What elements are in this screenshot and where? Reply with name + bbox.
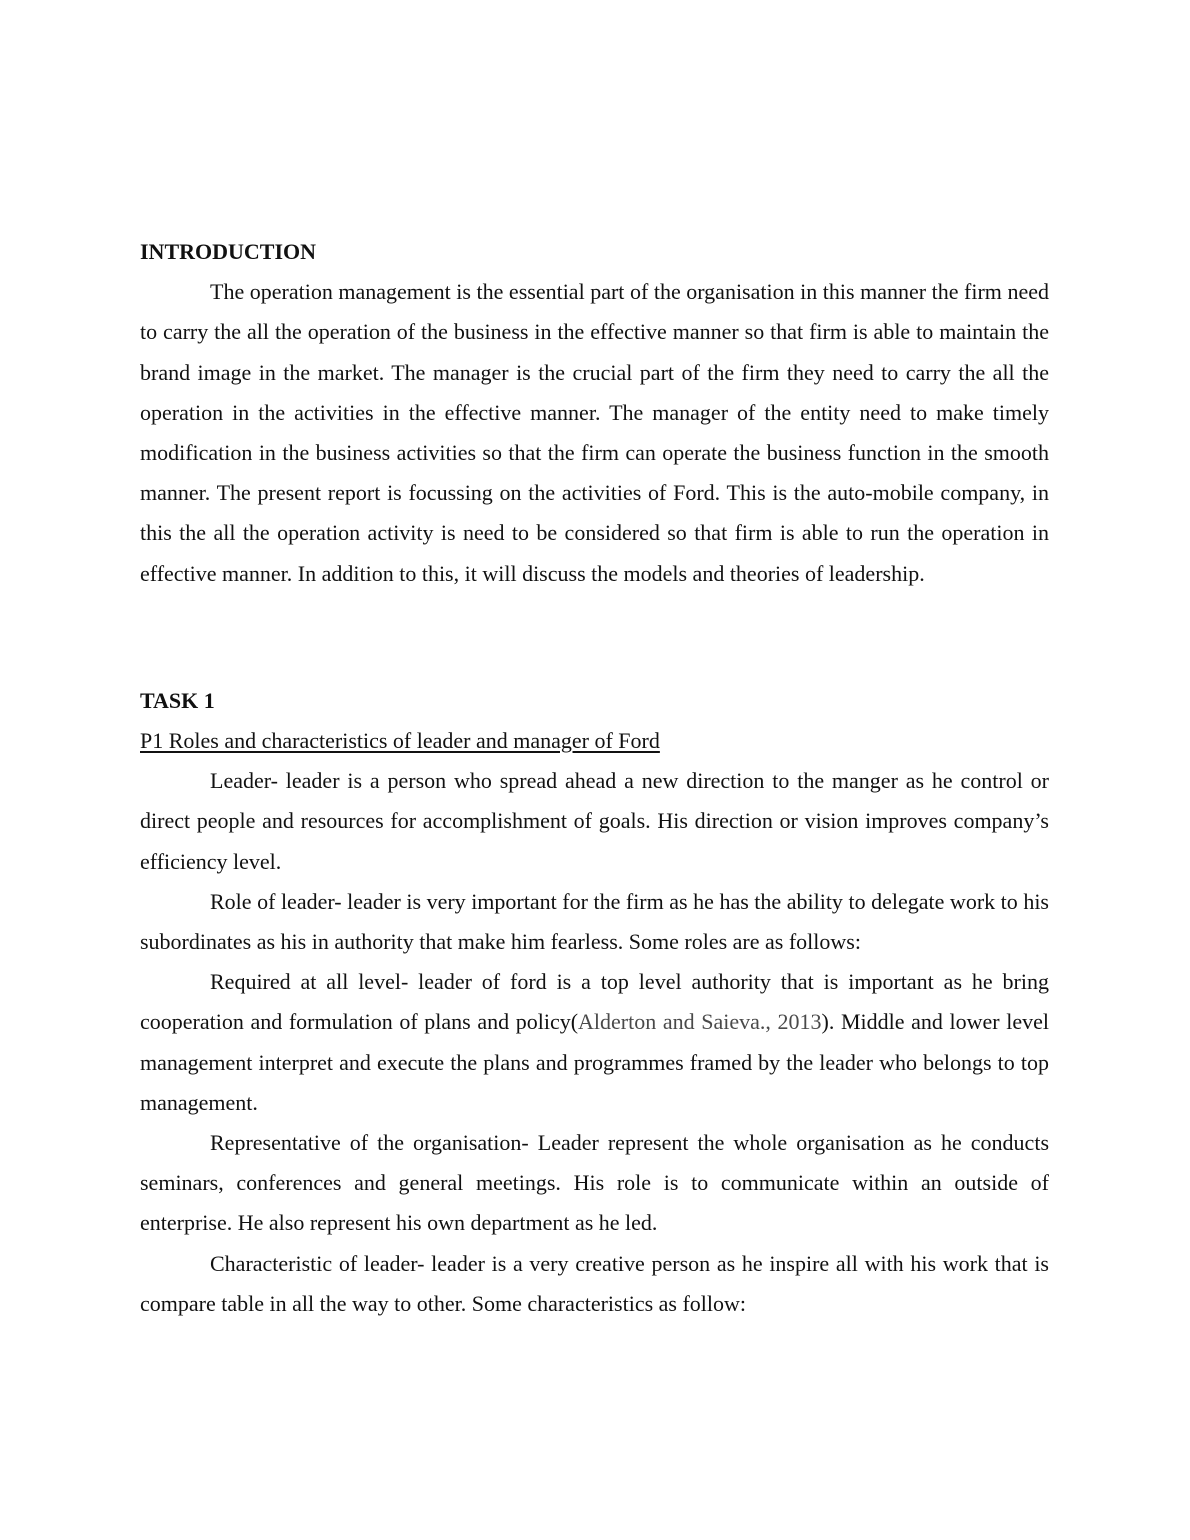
required-text-before: Required at all level- leader of ford is a top level authority that is important as he bring cooperation and formulation of plans and policy( [140, 969, 1049, 1035]
introduction-heading: INTRODUCTION [140, 239, 317, 264]
representative-paragraph: Representative of the organisation- Leader represent the whole organisation as he conducts seminars, conferences and general meetings. His role is to communicate within an outside of enterprise. He also represent his own department as he led. [140, 1130, 1049, 1236]
citation: Alderton and Saieva., 2013 [578, 1009, 822, 1035]
leader-paragraph: Leader- leader is a person who spread ahead a new direction to the manger as he control or direct people and resources for accomplishment of goals. His direction or vision improves company’s efficiency level. [140, 768, 1049, 874]
characteristic-paragraph: Characteristic of leader- leader is a very creative person as he inspire all with his work that is compare table in all the way to other. Some characteristics as follow: [140, 1250, 1049, 1316]
document-page [140, 232, 1049, 1324]
section-spacer [140, 594, 1049, 681]
introduction-paragraph: The operation management is the essential part of the organisation in this manner the firm need to carry the all the operation of the business in the effective manner so that firm is able to maintain the brand image in the market. The manager is the crucial part of the firm they need to carry the all the operation in the activities in the effective manner. The manager of the entity need to make timely modification in the business activities so that the firm can operate the business function in the smooth manner. The present report is focussing on the activities of Ford. This is the auto-mobile company, in this the all the operation activity is need to be considered so that firm is able to run the operation in effective manner. In addition to this, it will discuss the models and theories of leadership. [140, 279, 1049, 586]
required-text-after: ). Middle and lower level management interpret and execute the plans and programmes framed by the leader who belongs to top management. [140, 1009, 1049, 1115]
required-at-all-level-paragraph [140, 962, 1049, 1123]
role-of-leader-paragraph: Role of leader- leader is very important for the firm as he has the ability to delegate work to his subordinates as his in authority that make him fearless. Some roles are as follows: [140, 888, 1049, 955]
task1-subheading: P1 Roles and characteristics of leader and manager of Ford [140, 728, 660, 754]
task1-heading: TASK 1 [140, 687, 215, 713]
